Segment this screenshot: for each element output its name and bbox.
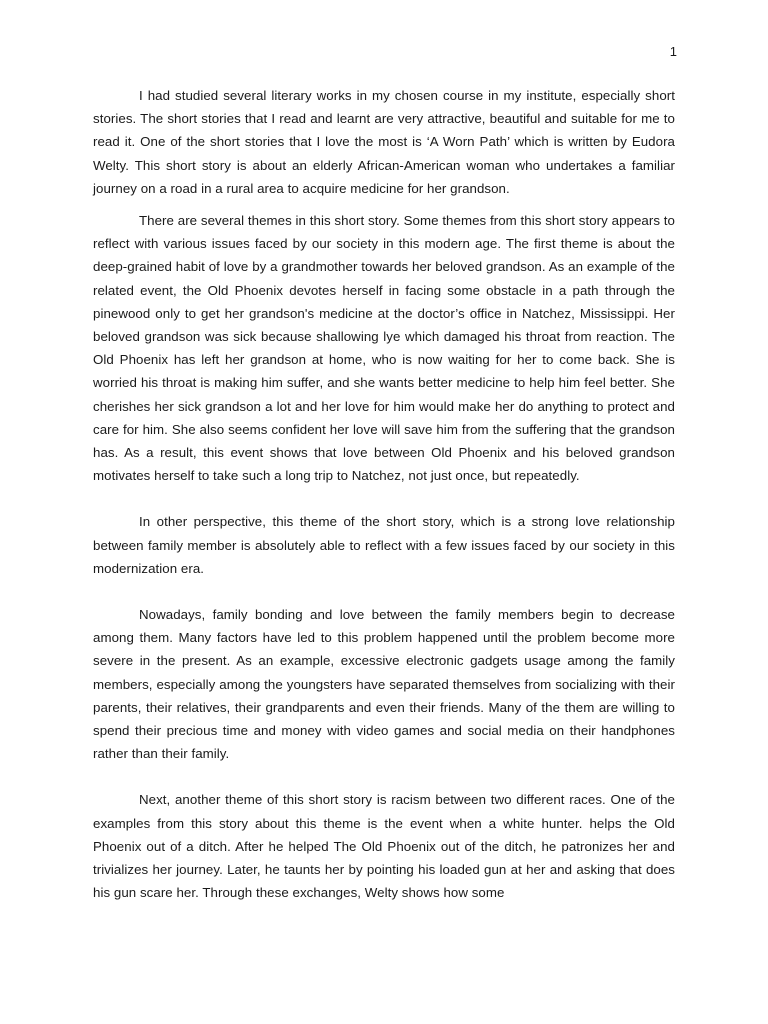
paragraph-perspective: In other perspective, this theme of the short story, which is a strong love relationship between family member is absolutely able to reflect with a few issues faced by our society in this modernization era.: [93, 514, 675, 576]
paragraph-themes-love: There are several themes in this short story. Some themes from this short story appears to reflect with various issues faced by our society in this modern age. The first theme is about the deep-grained habit of love by a grandmother towards her beloved grandson. As an example of the related event, the Old Phoenix devotes herself in facing some obstacle in a path through the pinewood only to get her grandson's medicine at the doctor’s office in Natchez, Mississippi. Her beloved grandson was sick because shallowing lye which damaged his throat from reaction. The Old Phoenix has left her grandson at home, who is now waiting for her to come back. She is worried his throat is making him suffer, and she wants better medicine to help him feel better. She cherishes her sick grandson a lot and her love for him would make her do anything to protect and care for him. She also seems confident her love will save him from the suffering that the grandson has. As a result, this event shows that love between Old Phoenix and his beloved grandson motivates herself to take such a long trip to Natchez, not just once, but repeatedly.: [93, 213, 675, 484]
paragraph-racism: Next, another theme of this short story is racism between two different races. One of the examples from this story about this theme is the event when a white hunter. helps the Old Phoenix out of a ditch. After he helped The Old Phoenix out of the ditch, he patronizes her and trivializes her journey. Later, he taunts her by pointing his loaded gun at her and asking that does his gun scare her. Through these exchanges, Welty shows how some: [93, 792, 675, 901]
page-number: 1: [669, 44, 677, 59]
paragraph-family-bonding: Nowadays, family bonding and love between the family members begin to decrease among them. Many factors have led to this problem happened until the problem become more severe in the present. As an example, excessive electronic gadgets usage among the family members, especially among the youngsters have separated themselves from socializing with their parents, their relatives, their grandparents and even their friends. Many of the them are willing to spend their precious time and money with video games and social media on their handphones rather than their family.: [93, 607, 675, 762]
paragraph-intro: I had studied several literary works in my chosen course in my institute, especially short stories. The short stories that I read and learnt are very attractive, beautiful and suitable for me to read it. One of the short stories that I love the most is ‘A Worn Path’ which is written by Eudora Welty. This short story is about an elderly African-American woman who undertakes a familiar journey on a road in a rural area to acquire medicine for her grandson.: [93, 88, 675, 196]
document-body: [93, 84, 675, 905]
